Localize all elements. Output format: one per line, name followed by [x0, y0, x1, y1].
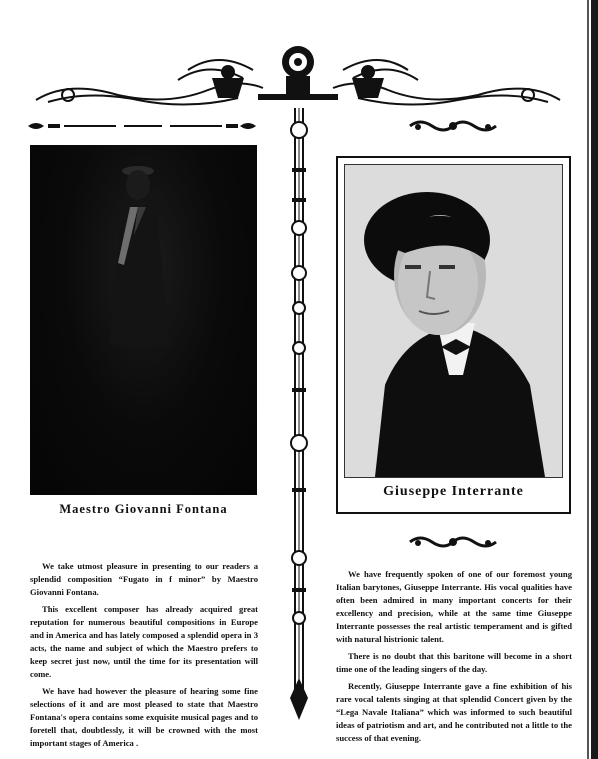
article-paragraph: We take utmost pleasure in presenting to our readers a splendid composition “Fugato in f minor” by Maestro Giovanni Fontana.: [30, 561, 258, 597]
fontana-portrait: [30, 145, 257, 495]
right-header-ornament: [408, 118, 498, 134]
right-section-ornament: [408, 534, 498, 550]
fontana-article: [30, 560, 258, 754]
article-paragraph: We have had however the pleasure of hearing some fine selections of it and are most pleased to state that Maestro Fontana's opera contains some exquisite musical pages and to foretell that, doubtlessly, it will be crowned with the most important stages of America .: [30, 686, 258, 748]
fontana-silhouette: [30, 145, 257, 495]
article-paragraph: Recently, Giuseppe Interrante gave a fine exhibition of his rare vocal talents singing at that splendid Concert given by the “Lega Navale Italiana” which was informed to such beautiful ideas of patriotism and art, and he contributed not a little to the success of that evening.: [336, 681, 572, 743]
article-paragraph: We have frequently spoken of one of our foremost young Italian barytones, Giuseppe Interrante. His vocal qualities have often been admired in many important concerts for their excellency and precision, while at the same time Giuseppe Interrante possesses the real artistic temperament and is gifted with natural histrionic talent.: [336, 569, 572, 644]
interrante-article: [336, 568, 572, 749]
left-divider-ornament: [26, 120, 258, 132]
page-edge-line: [587, 0, 589, 759]
interrante-portrait-frame: [336, 156, 571, 514]
header-ornament: [28, 40, 568, 112]
interrante-portrait: [344, 164, 563, 478]
fontana-caption: Maestro Giovanni Fontana: [59, 502, 228, 516]
article-paragraph: This excellent composer has already acquired great reputation for numerous beautiful compositions in Europe and in America and has lately composed a splendid opera in 3 acts, the name and subject of which the Maestro prefers to keep secret just now, until the time for its presentation will come.: [30, 604, 258, 679]
page-edge-shadow: [591, 0, 598, 759]
interrante-figure: [345, 165, 563, 477]
center-column-ornament: [284, 108, 314, 728]
article-paragraph: There is no doubt that this baritone will become in a short time one of the leading singers of the day.: [336, 651, 572, 674]
interrante-caption: Giuseppe Interrante: [383, 484, 524, 499]
